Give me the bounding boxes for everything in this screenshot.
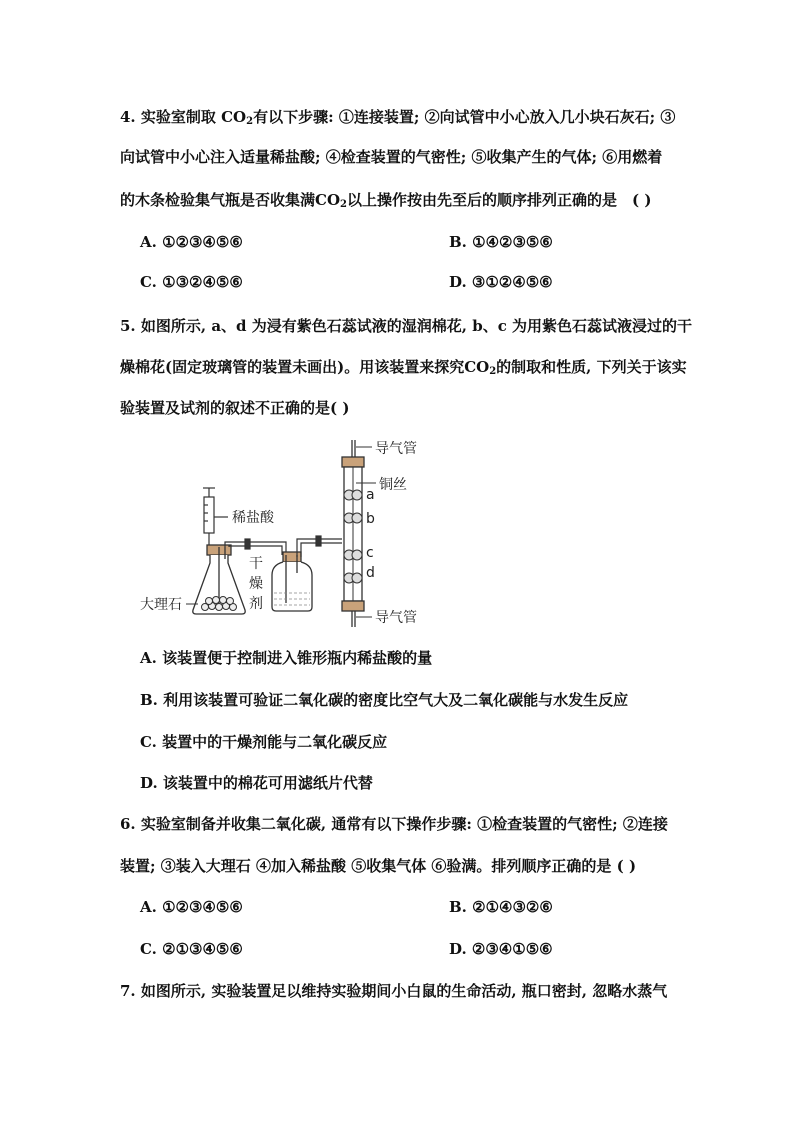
q6-option-b: B. ②①④③②⑥ (449, 898, 553, 916)
marble-pieces (202, 597, 237, 611)
q4-line-2: 向试管中小心注入适量稀盐酸; ④检查装置的气密性; ⑤收集产生的气体; ⑥用燃着 (120, 148, 663, 166)
label-marble: 大理石 (140, 597, 182, 613)
q7-line-1: 7. 如图所示, 实验装置足以维持实验期间小白鼠的生命活动, 瓶口密封, 忽略水蒸气 (120, 982, 668, 1000)
q5-option-d: D. 该装置中的棉花可用滤纸片代替 (140, 774, 373, 792)
drying-bottle (272, 552, 312, 611)
q6-line-2: 装置; ③装入大理石 ④加入稀盐酸 ⑤收集气体 ⑥验满。排列顺序正确的是 ( ) (120, 857, 637, 875)
label-copper-wire: 铜丝 (379, 477, 407, 493)
q6-option-d: D. ②③④①⑤⑥ (449, 940, 553, 958)
q6-line-1: 6. 实验室制备并收集二氧化碳, 通常有以下操作步骤: ①检查装置的气密性; ②连接 (120, 815, 668, 833)
label-gas-tube-top: 导气管 (375, 441, 417, 457)
q5-line-1: 5. 如图所示, a、d 为浸有紫色石蕊试液的湿润棉花, b、c 为用紫色石蕊试液浸过的干 (120, 317, 693, 335)
q4-option-a: A. ①②③④⑤⑥ (140, 233, 243, 251)
label-c: c (366, 545, 374, 561)
q5-option-b: B. 利用该装置可验证二氧化碳的密度比空气大及二氧化碳能与水发生反应 (140, 691, 629, 709)
q5-option-a: A. 该装置便于控制进入锥形瓶内稀盐酸的量 (140, 649, 433, 667)
q5-line-3: 验装置及试剂的叙述不正确的是( ) (120, 399, 350, 417)
q4-option-b: B. ①④②③⑤⑥ (449, 233, 553, 251)
q6-option-a: A. ①②③④⑤⑥ (140, 898, 243, 916)
connecting-tube-2 (297, 536, 342, 557)
syringe (203, 488, 228, 547)
q4-option-d: D. ③①②④⑤⑥ (449, 273, 553, 291)
label-b: b (366, 511, 375, 527)
vertical-glass-tube (342, 440, 364, 627)
connecting-tube-1 (225, 539, 286, 555)
q4-answer-paren: ( ) (632, 191, 652, 209)
label-gas-tube-bottom: 导气管 (375, 610, 417, 626)
q5-option-c: C. 装置中的干燥剂能与二氧化碳反应 (140, 733, 388, 751)
q6-option-c: C. ②①③④⑤⑥ (140, 940, 243, 958)
label-dilute-hcl: 稀盐酸 (232, 510, 274, 526)
q4-line-1: 4. 实验室制取 $CO_2$有以下步骤: ①连接装置; ②向试管中小心放入几小块石灰石; ③ (120, 108, 676, 127)
label-d: d (366, 565, 375, 581)
apparatus-figure (0, 435, 794, 635)
q4-line-3: 的木条检验集气瓶是否收集满$CO_2$以上操作按由先至后的顺序排列正确的是 (120, 191, 617, 210)
label-desiccant-char-3: 剂 (249, 596, 263, 612)
label-desiccant-char-1: 干 (249, 556, 263, 572)
q5-line-2: 燥棉花(固定玻璃管的装置未画出)。用该装置来探究$CO_2$的制取和性质, 下列关于该实 (120, 358, 687, 377)
label-a: a (366, 487, 375, 503)
q4-option-c: C. ①③②④⑤⑥ (140, 273, 243, 291)
label-desiccant-char-2: 燥 (249, 576, 263, 592)
